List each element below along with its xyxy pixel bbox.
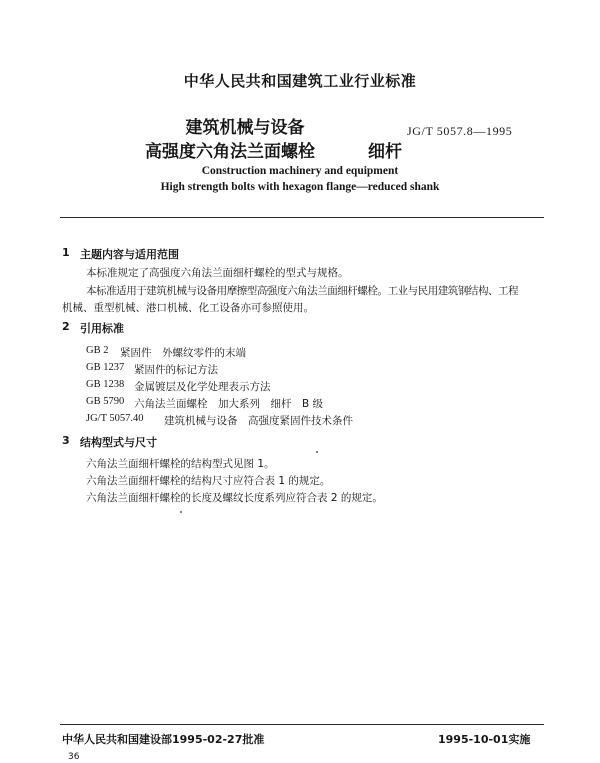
section-1-heading: 主题内容与适用范围 <box>80 248 179 261</box>
title-line-2-suffix: 细杆 <box>368 142 402 162</box>
section-3-paragraph: 六角法兰面细杆螺栓的结构型式见图 1。 <box>86 458 275 470</box>
english-title-line-1: Construction machinery and equipment <box>201 165 399 177</box>
reference-title: 紧固件的标记方法 <box>134 364 218 376</box>
scan-speck <box>180 511 182 513</box>
section-3-heading: 结构型式与尺寸 <box>80 436 157 449</box>
reference-code: GB 1237 <box>86 362 125 373</box>
section-3-number: 3 <box>62 434 70 447</box>
effective-date: 1995-10-01实施 <box>438 733 531 746</box>
scan-speck <box>316 451 318 453</box>
reference-code: GB 5790 <box>86 396 125 407</box>
reference-code: GB 1238 <box>86 379 125 390</box>
title-line-1: 建筑机械与设备 <box>185 118 305 138</box>
section-1-number: 1 <box>62 246 70 259</box>
section-2-heading: 引用标准 <box>80 322 124 335</box>
page-number: 36 <box>68 752 80 762</box>
section-2-number: 2 <box>62 320 70 333</box>
footer-divider <box>60 724 544 725</box>
section-3-paragraph: 六角法兰面细杆螺栓的结构尺寸应符合表 1 的规定。 <box>86 475 331 487</box>
reference-code: JG/T 5057.40 <box>86 413 144 424</box>
reference-title: 六角法兰面螺栓 加大系列 细杆 B 级 <box>134 398 324 410</box>
reference-title: 紧固件 外螺纹零件的末端 <box>120 347 246 359</box>
reference-title: 建筑机械与设备 高强度紧固件技术条件 <box>164 415 353 427</box>
standard-category-header: 中华人民共和国建筑工业行业标准 <box>183 72 417 90</box>
section-1-paragraph: 机械、重型机械、港口机械、化工设备亦可参照使用。 <box>62 302 314 314</box>
reference-code: GB 2 <box>86 345 109 356</box>
section-1-paragraph: 本标准适用于建筑机械与设备用摩擦型高强度六角法兰面细杆螺栓。工业与民用建筑钢结构、工程 <box>86 285 519 297</box>
title-divider <box>60 217 544 218</box>
title-line-2: 高强度六角法兰面螺栓 <box>145 142 315 162</box>
section-1-paragraph: 本标准规定了高强度六角法兰面细杆螺栓的型式与规格。 <box>86 267 349 279</box>
standard-number: JG/T 5057.8—1995 <box>407 124 513 138</box>
english-title-line-2: High strength bolts with hexagon flange—reduced shank <box>160 181 440 193</box>
section-3-paragraph: 六角法兰面细杆螺栓的长度及螺纹长度系列应符合表 2 的规定。 <box>86 492 383 504</box>
approval-statement: 中华人民共和国建设部1995-02-27批准 <box>62 733 265 746</box>
reference-title: 金属镀层及化学处理表示方法 <box>134 381 271 393</box>
